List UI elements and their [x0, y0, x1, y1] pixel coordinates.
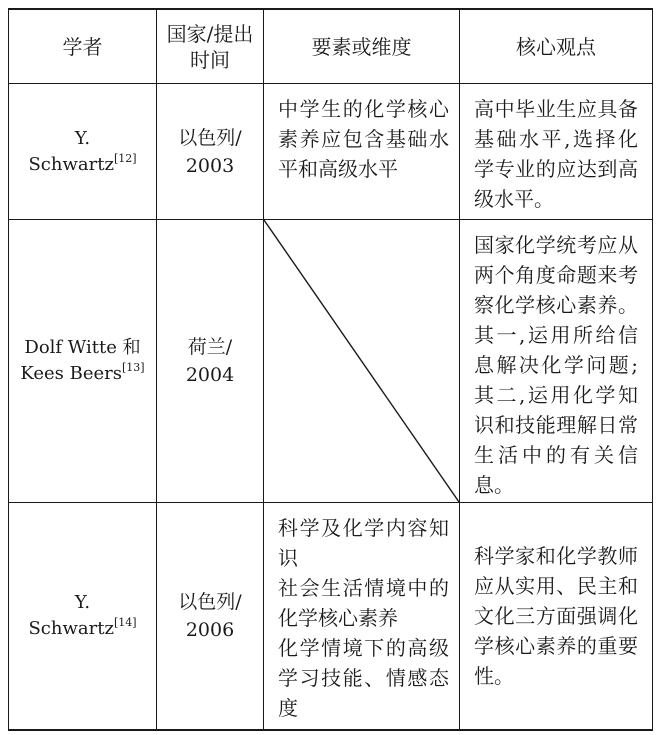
header-row	[9, 9, 653, 84]
scholar-name-line2: Schwartz	[28, 617, 114, 639]
table-row	[9, 503, 653, 730]
year: 2003	[185, 154, 235, 177]
elements-item: 科学及化学内容知识	[278, 516, 449, 570]
elements-cell	[264, 503, 460, 730]
scholar-cell	[9, 503, 157, 730]
scholar-cell	[9, 84, 157, 220]
core-view-cell	[460, 220, 653, 503]
header-core-view: 核心观点	[460, 9, 653, 84]
header-scholar: 学者	[9, 9, 157, 84]
elements-cell	[264, 84, 460, 220]
scholars-table	[8, 8, 653, 731]
table-row	[9, 84, 653, 220]
scholar-name-line1: Dolf Witte 和	[24, 337, 141, 358]
country: 以色列/	[178, 126, 242, 149]
elements-item: 化学情境下的高级学习技能、情感态度	[278, 636, 449, 720]
header-country-time-line2: 时间	[190, 47, 230, 72]
country-time-cell	[157, 84, 264, 220]
core-view-cell	[460, 84, 653, 220]
empty-elements-cell	[264, 220, 460, 503]
core-view-cell	[460, 503, 653, 730]
core-view-text: 高中毕业生应具备基础水平,选择化学专业的应达到高级水平。	[474, 97, 638, 211]
year: 2004	[185, 364, 235, 386]
country-time-cell	[157, 503, 264, 730]
scholar-name-line1: Y.	[74, 591, 91, 613]
scholar-cell	[9, 220, 157, 503]
year: 2006	[185, 618, 235, 641]
core-view-text: 国家化学统考应从两个角度命题来考察化学核心素养。其一,运用所给信息解决化学问题;其二,运用化学知识和技能理解日常生活中的有关信息。	[474, 233, 638, 497]
reference-mark: [14]	[113, 615, 137, 629]
table-row	[9, 220, 653, 503]
header-country-time	[157, 9, 264, 84]
header-elements: 要素或维度	[264, 9, 460, 84]
scholar-name-line2: Kees Beers	[20, 363, 122, 384]
elements-item: 社会生活情境中的化学核心素养	[278, 576, 449, 630]
reference-mark: [12]	[113, 151, 137, 165]
diagonal-slash	[264, 220, 459, 502]
country: 以色列/	[178, 590, 242, 613]
reference-mark: [13]	[122, 361, 145, 374]
country: 荷兰/	[187, 336, 233, 358]
scholar-name-line1: Y.	[74, 127, 91, 149]
core-view-text: 科学家和化学教师应从实用、民主和文化三方面强调化学核心素养的重要性。	[474, 543, 638, 688]
scholar-name-line2: Schwartz	[28, 153, 114, 175]
header-country-time-line1: 国家/提出	[166, 21, 254, 46]
country-time-cell	[157, 220, 264, 503]
elements-text: 中学生的化学核心素养应包含基础水平和高级水平	[278, 97, 449, 181]
